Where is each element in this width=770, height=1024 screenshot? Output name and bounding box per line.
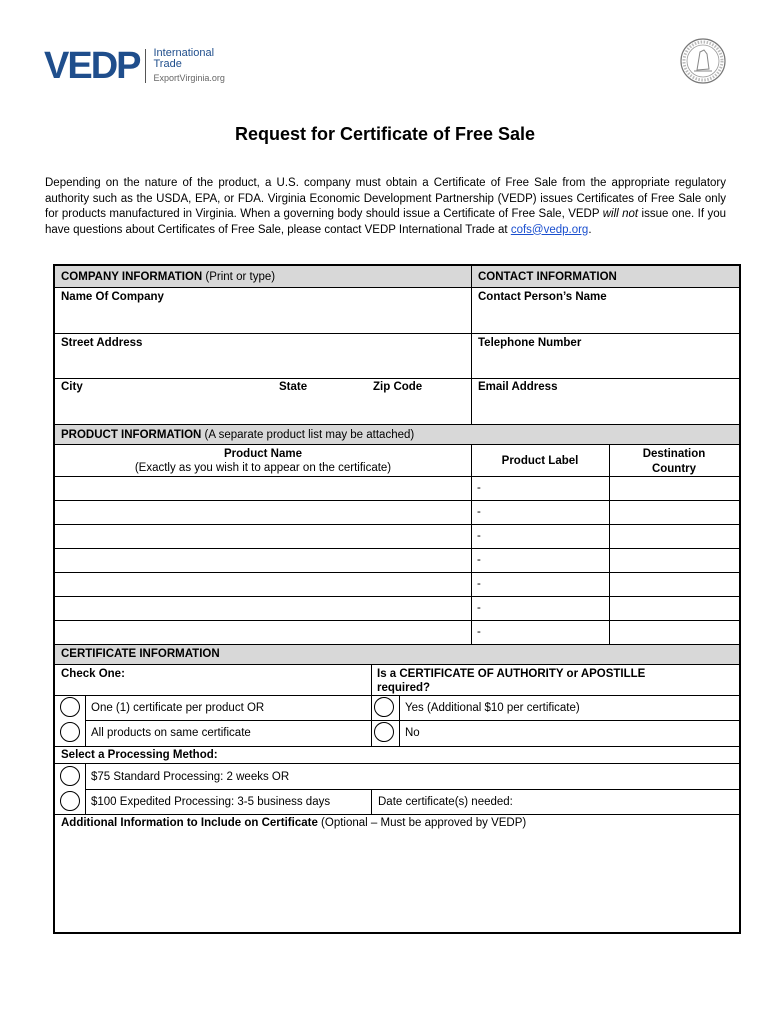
company-name-field[interactable]: Name Of Company	[61, 291, 164, 303]
divider	[55, 620, 739, 621]
product-header-note: (A separate product list may be attached)	[204, 429, 415, 441]
divider	[55, 287, 739, 288]
divider	[55, 814, 739, 815]
intro-text-2: issue one. If you have questions about Certificates of Free Sale, please contact VEDP International Trade at	[45, 208, 726, 236]
option-standard-label: $75 Standard Processing: 2 weeks OR	[91, 771, 290, 783]
logo-subtitle	[153, 48, 224, 84]
intro-end: .	[588, 223, 592, 236]
divider	[55, 424, 739, 425]
option-per-product-label: One (1) certificate per product OR	[91, 702, 265, 714]
virginia-seal-icon	[680, 38, 726, 84]
option-no-label: No	[405, 727, 420, 739]
additional-info-label: Additional Information to Include on Certificate	[61, 817, 318, 829]
authority-question-line-2: required?	[377, 682, 431, 694]
page-title: Request for Certificate of Free Sale	[234, 124, 536, 144]
city-field[interactable]: City	[61, 381, 83, 393]
company-header-note: (Print or type)	[205, 271, 276, 283]
product-row-mark: -	[477, 554, 481, 566]
divider	[55, 763, 739, 764]
radio-per-product[interactable]	[60, 697, 80, 717]
destination-column-header-2: Country	[651, 463, 697, 475]
product-header-label: PRODUCT INFORMATION	[61, 429, 202, 441]
divider	[55, 500, 739, 501]
logo-line-2: Trade	[153, 58, 182, 70]
product-row-mark: -	[477, 626, 481, 638]
divider	[371, 664, 372, 746]
certificate-header: CERTIFICATE INFORMATION	[61, 648, 220, 660]
state-field[interactable]: State	[279, 381, 308, 393]
contact-email-link[interactable]: cofs@vedp.org	[510, 223, 589, 236]
radio-expedited-processing[interactable]	[60, 791, 80, 811]
logo-text: VEDP	[44, 45, 140, 87]
divider	[55, 746, 739, 747]
company-header	[61, 270, 275, 284]
vedp-logo	[44, 46, 225, 86]
product-row-mark: -	[477, 530, 481, 542]
option-expedited-label: $100 Expedited Processing: 3-5 business days	[91, 796, 331, 808]
logo-divider	[145, 49, 146, 83]
divider	[55, 333, 739, 334]
logo-line-3: ExportVirginia.org	[153, 73, 225, 83]
option-yes-label: Yes (Additional $10 per certificate)	[405, 702, 580, 714]
divider	[55, 378, 739, 379]
email-address-field[interactable]: Email Address	[478, 381, 558, 393]
additional-info-note: (Optional – Must be approved by VEDP)	[321, 817, 527, 829]
divider	[55, 524, 739, 525]
product-label-column-header: Product Label	[501, 455, 579, 467]
product-row-mark: -	[477, 578, 481, 590]
radio-standard-processing[interactable]	[60, 766, 80, 786]
divider	[55, 444, 739, 445]
contact-person-field[interactable]: Contact Person’s Name	[478, 291, 607, 303]
divider	[55, 548, 739, 549]
divider	[55, 476, 739, 477]
divider	[55, 644, 739, 645]
product-row-mark: -	[477, 602, 481, 614]
divider	[55, 572, 739, 573]
zip-code-field[interactable]: Zip Code	[373, 381, 423, 393]
request-form	[53, 264, 741, 934]
processing-method-label: Select a Processing Method:	[61, 749, 218, 761]
product-header	[61, 428, 414, 442]
check-one-label: Check One:	[61, 668, 125, 680]
logo-line-1: International	[153, 47, 215, 59]
radio-same-certificate[interactable]	[60, 722, 80, 742]
option-same-certificate-label: All products on same certificate	[91, 727, 251, 739]
contact-header: CONTACT INFORMATION	[478, 271, 617, 283]
additional-info-field[interactable]	[61, 816, 526, 830]
product-name-column-note: (Exactly as you wish it to appear on the certificate)	[134, 462, 392, 474]
divider	[85, 720, 739, 721]
intro-text-1: Depending on the nature of the product, a U.S. company must obtain a Certificate of Free Sale from the appropriate regulatory authority such as the USDA, EPA, or FDA. Virginia Economic Development Partnership (VEDP) issues Certificates of Free Sale only for products manufactured in Virginia. When a governing body should issue a Certificate of Free Sale, VEDP	[45, 177, 726, 220]
divider	[55, 695, 739, 696]
radio-authority-no[interactable]	[374, 722, 394, 742]
street-address-field[interactable]: Street Address	[61, 337, 143, 349]
divider	[471, 266, 472, 424]
product-row-mark: -	[477, 506, 481, 518]
authority-question-line-1: Is a CERTIFICATE OF AUTHORITY or APOSTILLE	[377, 668, 646, 680]
company-header-label: COMPANY INFORMATION	[61, 271, 203, 283]
product-row-mark: -	[477, 482, 481, 494]
date-needed-field[interactable]: Date certificate(s) needed:	[378, 796, 513, 808]
divider	[55, 596, 739, 597]
divider	[85, 789, 739, 790]
intro-emphasis: will not	[602, 208, 639, 220]
intro-paragraph	[45, 176, 726, 238]
divider	[471, 444, 472, 644]
divider	[371, 789, 372, 814]
destination-column-header-1: Destination	[642, 448, 706, 460]
telephone-field[interactable]: Telephone Number	[478, 337, 582, 349]
radio-authority-yes[interactable]	[374, 697, 394, 717]
divider	[55, 664, 739, 665]
product-name-column-header: Product Name	[224, 448, 302, 460]
